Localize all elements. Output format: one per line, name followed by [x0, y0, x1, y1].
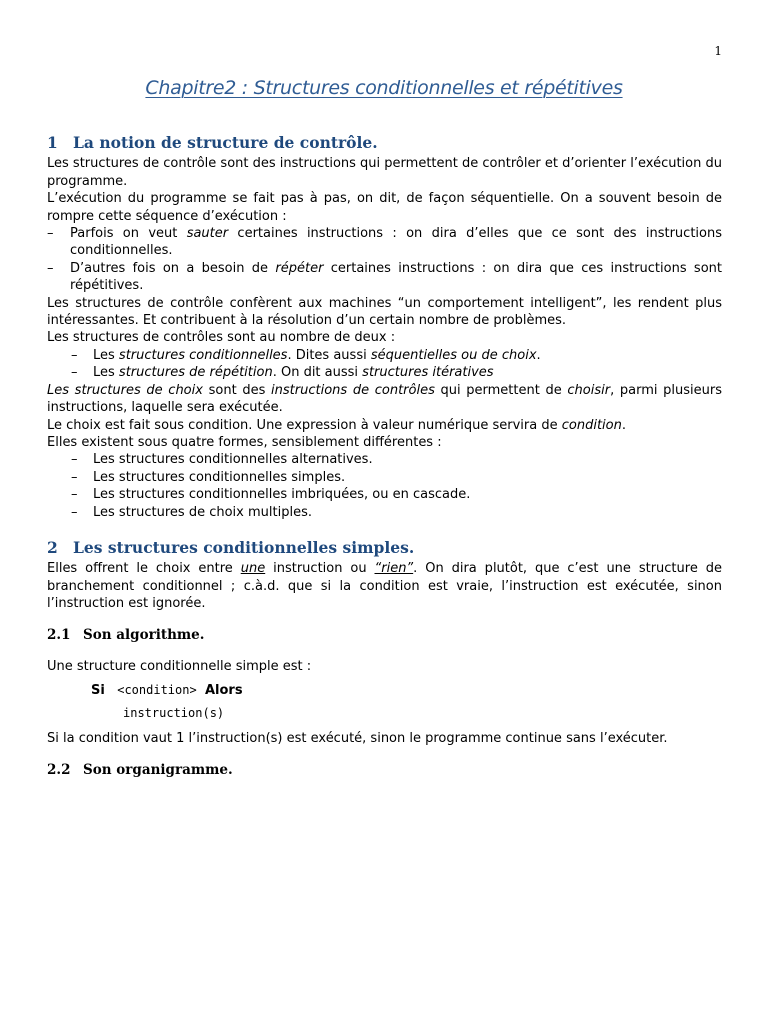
list-item: – Parfois on veut sauter certaines instructions : on dira d’elles que ce sont des instructions conditionnelles.	[47, 225, 722, 260]
list-item: – D’autres fois on a besoin de répéter certaines instructions : on dira que ces instructions sont répétitives.	[47, 260, 722, 295]
section-2-heading: 2 Les structures conditionnelles simples.	[47, 537, 415, 557]
paragraph: Les structures de contrôle confèrent aux machines “un comportement intelligent”, les rendent plus intéressantes. Et contribuent à la résolution d’un certain nombre de problèmes.	[47, 295, 722, 329]
list-item: – Les structures de choix multiples.	[47, 504, 722, 521]
paragraph: Une structure conditionnelle simple est :	[47, 658, 312, 674]
paragraph: Les structures de contrôles sont au nombre de deux :	[47, 330, 396, 346]
list-item: – Les structures de répétition. On dit aussi structures itératives	[47, 364, 722, 381]
page-number: 1	[714, 44, 722, 58]
subsection-2-2-heading: 2.2 Son organigramme.	[47, 761, 233, 778]
paragraph: L’exécution du programme se fait pas à pas, on dit, de façon séquentielle. On a souvent besoin de rompre cette séquence d’exécution :	[47, 191, 722, 224]
paragraph: Les structures de choix sont des instructions de contrôles qui permettent de choisir, parmi plusieurs instructions, laquelle sera exécutée.	[47, 382, 722, 416]
section-1-heading: 1 La notion de structure de contrôle.	[47, 133, 378, 152]
chapter-title: Chapitre2 : Structures conditionnelles et répétitives	[145, 77, 623, 99]
document-body	[47, 134, 722, 779]
paragraph: Elles existent sous quatre formes, sensiblement différentes :	[47, 434, 442, 450]
list-item: – Les structures conditionnelles simples.	[47, 469, 722, 486]
paragraph: Les structures de contrôle sont des instructions qui permettent de contrôler et d’orienter l’exécution du programme.	[47, 156, 722, 189]
paragraph: Le choix est fait sous condition. Une expression à valeur numérique servira de condition.	[47, 417, 626, 433]
algorithm-instruction: instruction(s)	[123, 705, 225, 720]
subsection-2-1-heading: 2.1 Son algorithme.	[47, 626, 205, 643]
paragraph: Elles offrent le choix entre une instruction ou “rien”. On dira plutôt, que c’est une structure de branchement conditionnel ; c.à.d. que si la condition est vraie, l’instruction est exécutée, sinon l’instruction est ignorée.	[47, 561, 722, 612]
list-item: – Les structures conditionnelles imbriquées, ou en cascade.	[47, 486, 722, 503]
list-item: – Les structures conditionnelles alternatives.	[47, 451, 722, 468]
algorithm-line: Si <condition> Alors	[91, 683, 243, 699]
paragraph: Si la condition vaut 1 l’instruction(s) est exécuté, sinon le programme continue sans l’exécuter.	[47, 731, 668, 747]
list-item: – Les structures conditionnelles. Dites aussi séquentielles ou de choix.	[47, 347, 722, 364]
